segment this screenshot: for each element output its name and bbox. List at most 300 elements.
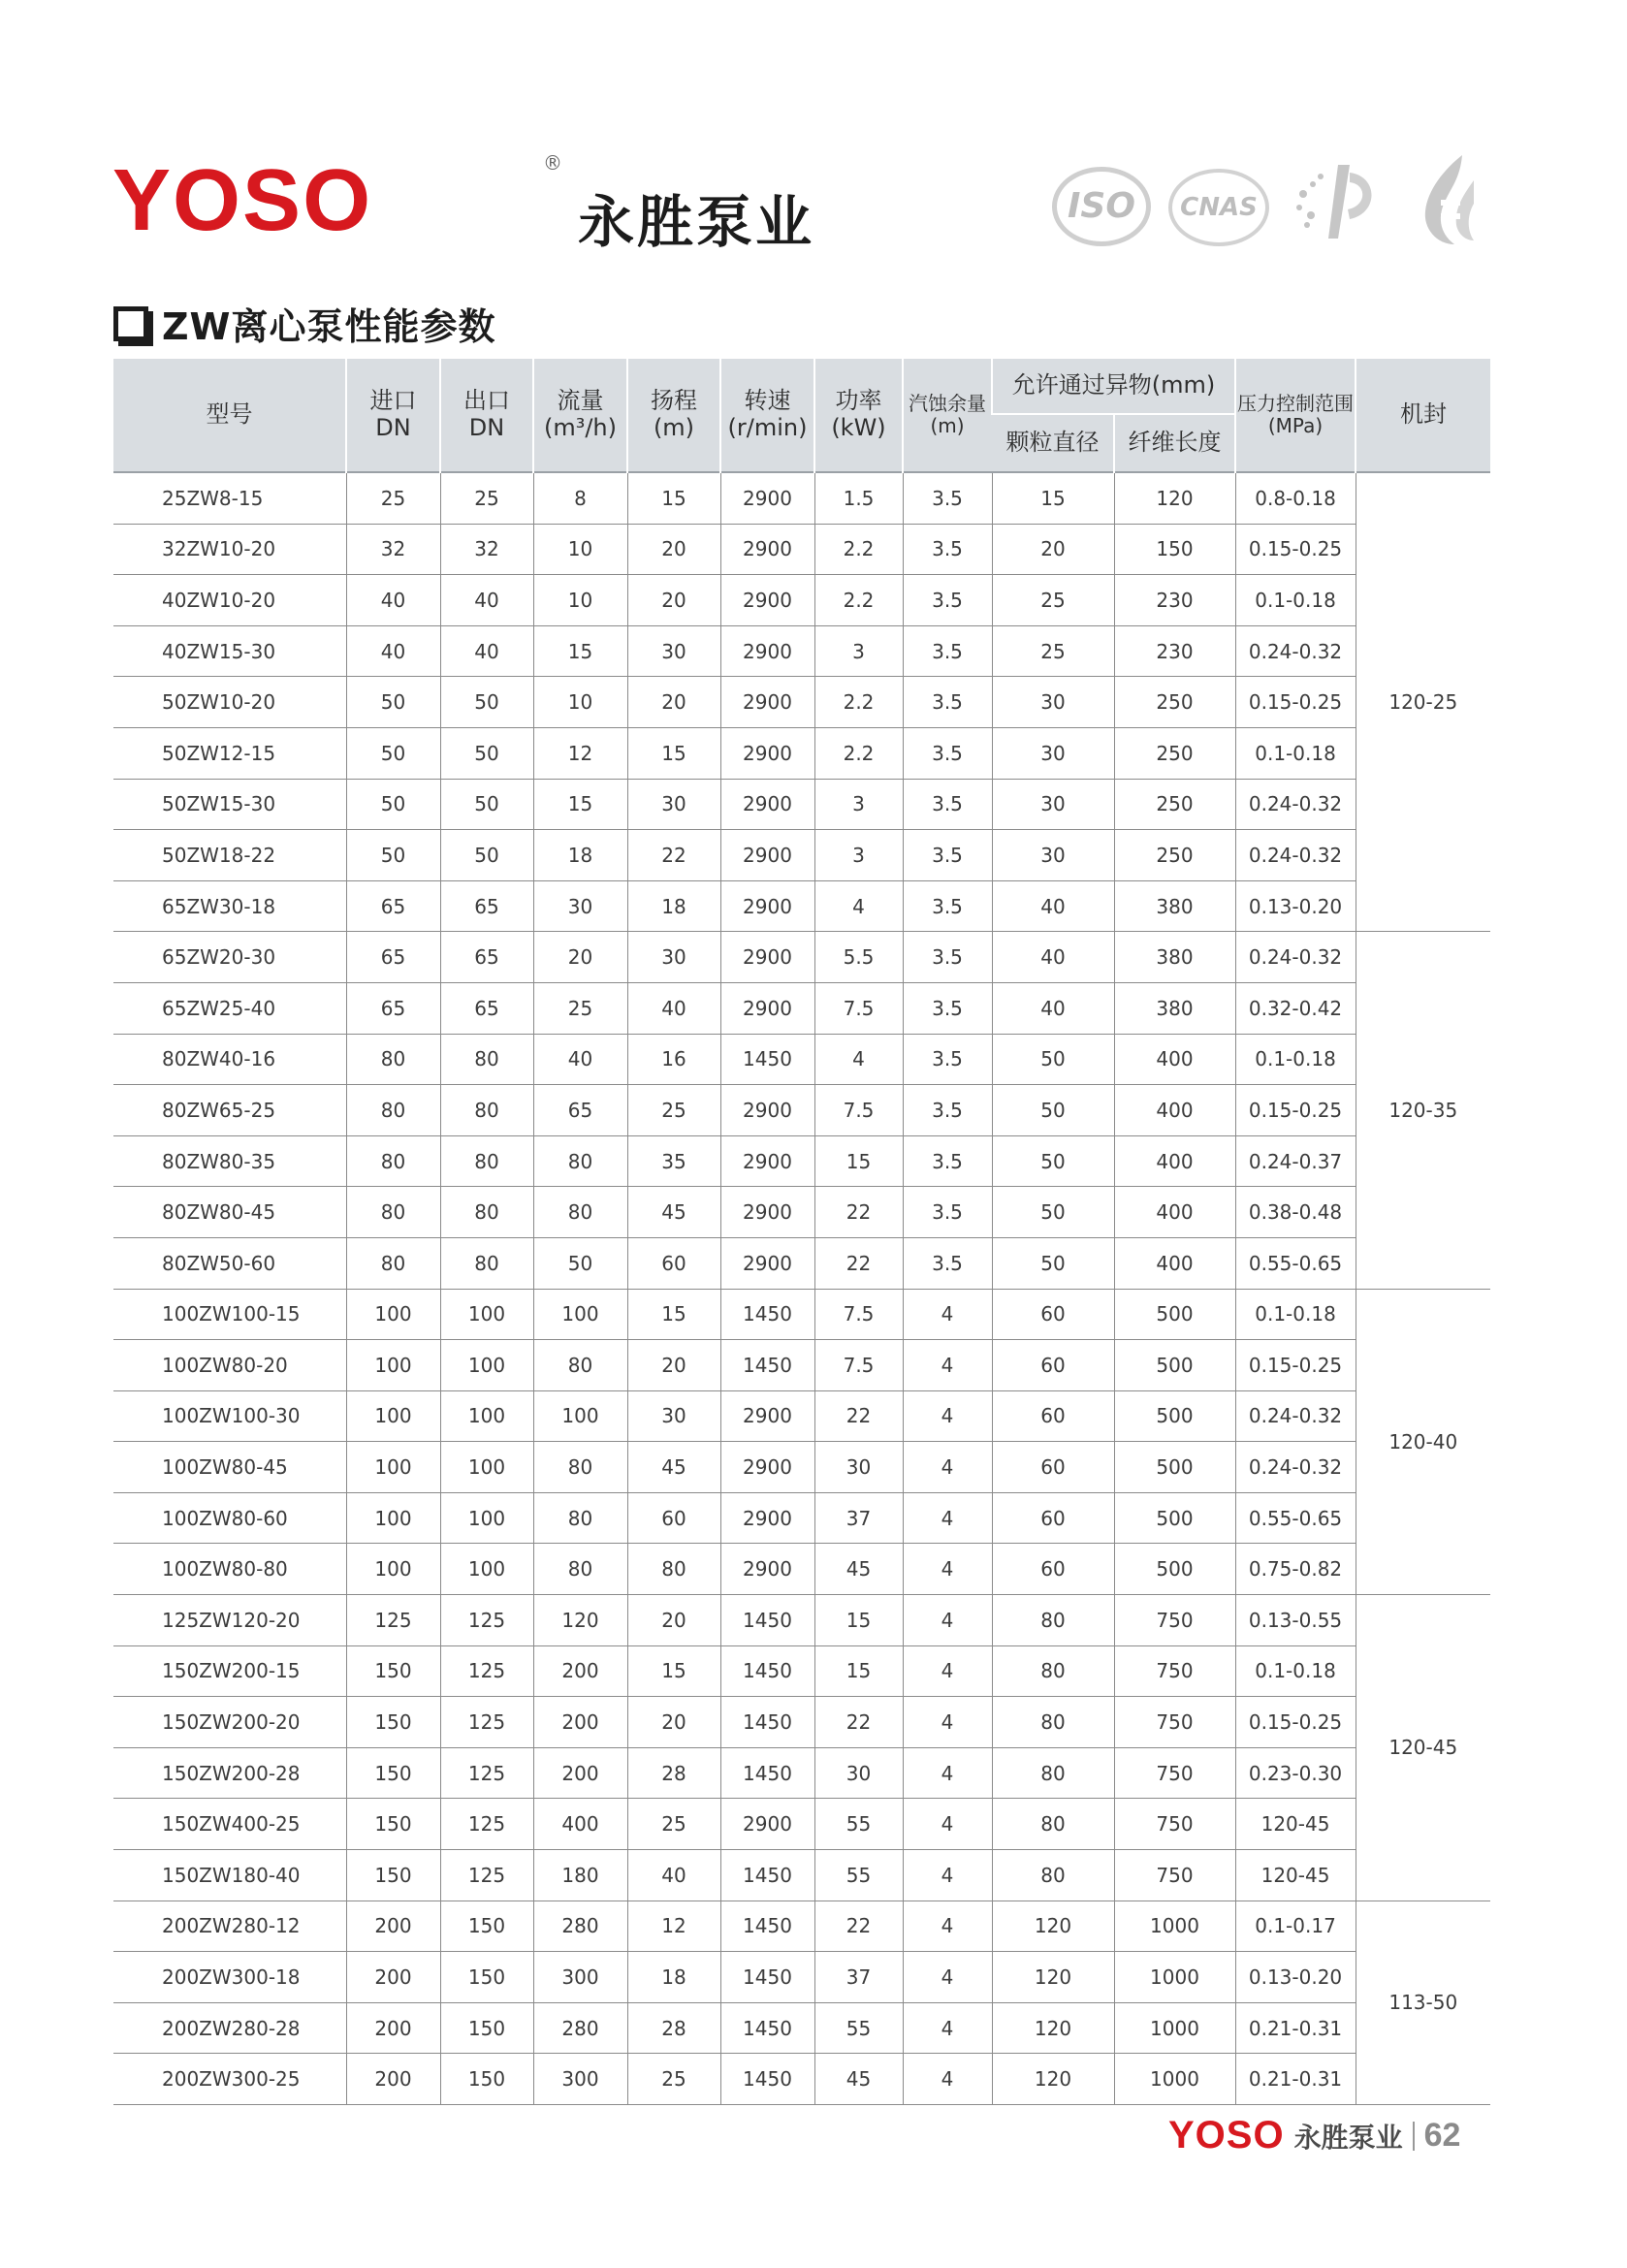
cell-speed: 2900 <box>720 677 814 728</box>
cell-outlet-dn: 40 <box>440 625 533 677</box>
cell-inlet-dn: 40 <box>346 625 440 677</box>
cell-pressure-range: 0.1-0.18 <box>1235 1645 1356 1697</box>
cell-head: 30 <box>627 625 720 677</box>
cell-npsh: 4 <box>903 2002 992 2054</box>
table-row <box>113 524 1490 575</box>
cell-model: 200ZW300-18 <box>113 1952 346 2003</box>
cell-inlet-dn: 80 <box>346 1237 440 1289</box>
cell-pressure-range: 0.15-0.25 <box>1235 524 1356 575</box>
table-row <box>113 1850 1490 1901</box>
cell-flow: 80 <box>533 1135 627 1187</box>
cell-inlet-dn: 200 <box>346 2054 440 2105</box>
cell-power: 22 <box>814 1237 903 1289</box>
cell-head: 15 <box>627 727 720 779</box>
cell-model: 80ZW50-60 <box>113 1237 346 1289</box>
cell-model: 100ZW80-20 <box>113 1340 346 1391</box>
table-row <box>113 932 1490 983</box>
cell-flow: 30 <box>533 880 627 932</box>
table-row <box>113 727 1490 779</box>
cell-pressure-range: 0.1-0.18 <box>1235 727 1356 779</box>
table-row <box>113 1697 1490 1748</box>
cell-inlet-dn: 200 <box>346 2002 440 2054</box>
cell-outlet-dn: 125 <box>440 1850 533 1901</box>
cell-inlet-dn: 65 <box>346 982 440 1034</box>
cell-flow: 8 <box>533 472 627 524</box>
cell-power: 45 <box>814 1544 903 1595</box>
cell-power: 55 <box>814 2002 903 2054</box>
cell-speed: 2900 <box>720 524 814 575</box>
table-row <box>113 830 1490 881</box>
cell-outlet-dn: 100 <box>440 1492 533 1544</box>
cell-speed: 2900 <box>720 1085 814 1136</box>
cell-model: 65ZW30-18 <box>113 880 346 932</box>
header-seal: 机封 <box>1356 359 1490 472</box>
header-flow-unit: (m³/h) <box>543 414 618 441</box>
cell-outlet-dn: 65 <box>440 932 533 983</box>
page-number: 62 <box>1423 2117 1461 2154</box>
cell-pressure-range: 0.1-0.18 <box>1235 1034 1356 1085</box>
cell-inlet-dn: 125 <box>346 1595 440 1646</box>
iso-logo: ISO <box>1052 167 1151 246</box>
cell-speed: 1450 <box>720 1747 814 1799</box>
cell-inlet-dn: 100 <box>346 1492 440 1544</box>
cell-inlet-dn: 100 <box>346 1442 440 1493</box>
cell-flow: 400 <box>533 1799 627 1850</box>
cell-npsh: 4 <box>903 1492 992 1544</box>
cell-power: 2.2 <box>814 524 903 575</box>
cell-flow: 80 <box>533 1187 627 1238</box>
cell-particle-diameter: 120 <box>992 1952 1114 2003</box>
table-row <box>113 880 1490 932</box>
cell-inlet-dn: 32 <box>346 524 440 575</box>
cell-npsh: 4 <box>903 1442 992 1493</box>
cell-particle-diameter: 120 <box>992 2002 1114 2054</box>
table-row <box>113 472 1490 524</box>
section-title <box>113 297 495 350</box>
cell-npsh: 4 <box>903 1544 992 1595</box>
cnas-logo: CNAS <box>1168 169 1269 246</box>
table-row <box>113 1390 1490 1442</box>
cell-fiber-length: 380 <box>1114 880 1235 932</box>
cell-fiber-length: 400 <box>1114 1237 1235 1289</box>
cell-npsh: 3.5 <box>903 1187 992 1238</box>
cell-outlet-dn: 32 <box>440 524 533 575</box>
cell-particle-diameter: 50 <box>992 1135 1114 1187</box>
pump-spec-table <box>113 359 1490 2105</box>
cell-speed: 2900 <box>720 1442 814 1493</box>
cell-flow: 300 <box>533 1952 627 2003</box>
header-speed-unit: (r/min) <box>727 414 808 441</box>
cell-particle-diameter: 50 <box>992 1187 1114 1238</box>
cell-npsh: 3.5 <box>903 880 992 932</box>
footer-brand-chinese: 永胜泵业 <box>1293 2121 1403 2154</box>
cell-power: 55 <box>814 1799 903 1850</box>
cell-particle-diameter: 80 <box>992 1697 1114 1748</box>
cell-npsh: 4 <box>903 1390 992 1442</box>
table-row <box>113 1595 1490 1646</box>
cell-speed: 1450 <box>720 2054 814 2105</box>
cell-seal: 120-40 <box>1356 1289 1490 1595</box>
cell-flow: 50 <box>533 1237 627 1289</box>
header-model: 型号 <box>113 359 346 472</box>
cell-speed: 2900 <box>720 1390 814 1442</box>
cell-fiber-length: 750 <box>1114 1645 1235 1697</box>
cell-head: 60 <box>627 1237 720 1289</box>
cell-particle-diameter: 40 <box>992 880 1114 932</box>
cell-fiber-length: 750 <box>1114 1799 1235 1850</box>
cell-pressure-range: 0.1-0.17 <box>1235 1901 1356 1952</box>
cell-outlet-dn: 50 <box>440 779 533 830</box>
cell-model: 40ZW15-30 <box>113 625 346 677</box>
cell-pressure-range: 0.75-0.82 <box>1235 1544 1356 1595</box>
cell-flow: 80 <box>533 1442 627 1493</box>
cell-power: 2.2 <box>814 727 903 779</box>
cell-inlet-dn: 150 <box>346 1747 440 1799</box>
cell-npsh: 3.5 <box>903 932 992 983</box>
cert-mark-4-icon <box>1416 151 1483 252</box>
cell-fiber-length: 250 <box>1114 779 1235 830</box>
cell-model: 25ZW8-15 <box>113 472 346 524</box>
cell-fiber-length: 230 <box>1114 575 1235 626</box>
cell-model: 200ZW280-28 <box>113 2002 346 2054</box>
cell-outlet-dn: 150 <box>440 1952 533 2003</box>
cell-seal: 120-35 <box>1356 932 1490 1289</box>
cell-head: 20 <box>627 1595 720 1646</box>
cell-speed: 2900 <box>720 472 814 524</box>
cell-npsh: 3.5 <box>903 1237 992 1289</box>
cell-npsh: 4 <box>903 1747 992 1799</box>
cell-npsh: 3.5 <box>903 982 992 1034</box>
cell-outlet-dn: 40 <box>440 575 533 626</box>
cell-outlet-dn: 100 <box>440 1289 533 1340</box>
table-row <box>113 1085 1490 1136</box>
cell-model: 40ZW10-20 <box>113 575 346 626</box>
cell-npsh: 4 <box>903 1952 992 2003</box>
cell-pressure-range: 0.1-0.18 <box>1235 575 1356 626</box>
cell-head: 18 <box>627 1952 720 2003</box>
header-head-unit: (m) <box>653 414 695 441</box>
cell-power: 30 <box>814 1442 903 1493</box>
cell-npsh: 4 <box>903 1595 992 1646</box>
cell-particle-diameter: 40 <box>992 982 1114 1034</box>
cell-fiber-length: 400 <box>1114 1135 1235 1187</box>
header-pressure <box>1235 359 1356 472</box>
cell-inlet-dn: 40 <box>346 575 440 626</box>
cell-pressure-range: 0.24-0.32 <box>1235 932 1356 983</box>
cell-inlet-dn: 80 <box>346 1085 440 1136</box>
table-body <box>113 472 1490 2105</box>
brand-wordmark: YOSO <box>112 152 373 249</box>
cell-model: 80ZW40-16 <box>113 1034 346 1085</box>
cell-inlet-dn: 80 <box>346 1135 440 1187</box>
section-title-text: ZW离心泵性能参数 <box>162 305 496 348</box>
cell-pressure-range: 0.21-0.31 <box>1235 2054 1356 2105</box>
header-outlet-unit: DN <box>468 414 505 441</box>
table-row <box>113 625 1490 677</box>
cell-inlet-dn: 150 <box>346 1697 440 1748</box>
header-power <box>814 359 903 472</box>
table-row <box>113 2002 1490 2054</box>
cell-fiber-length: 500 <box>1114 1442 1235 1493</box>
cell-pressure-range: 0.55-0.65 <box>1235 1492 1356 1544</box>
cell-flow: 65 <box>533 1085 627 1136</box>
cell-npsh: 3.5 <box>903 677 992 728</box>
cell-inlet-dn: 50 <box>346 727 440 779</box>
cell-model: 100ZW100-15 <box>113 1289 346 1340</box>
header-inlet <box>346 359 440 472</box>
cell-head: 28 <box>627 1747 720 1799</box>
cell-head: 20 <box>627 575 720 626</box>
cell-head: 40 <box>627 1850 720 1901</box>
cell-head: 15 <box>627 1645 720 1697</box>
cell-head: 28 <box>627 2002 720 2054</box>
cell-power: 3 <box>814 625 903 677</box>
cell-npsh: 3.5 <box>903 1034 992 1085</box>
cell-model: 50ZW15-30 <box>113 779 346 830</box>
cell-outlet-dn: 100 <box>440 1442 533 1493</box>
cell-flow: 25 <box>533 982 627 1034</box>
cell-model: 150ZW400-25 <box>113 1799 346 1850</box>
cell-speed: 1450 <box>720 1595 814 1646</box>
cell-inlet-dn: 80 <box>346 1034 440 1085</box>
brand-logo <box>112 151 815 255</box>
cell-fiber-length: 380 <box>1114 982 1235 1034</box>
cell-outlet-dn: 150 <box>440 1901 533 1952</box>
cell-model: 100ZW100-30 <box>113 1390 346 1442</box>
cell-pressure-range: 120-45 <box>1235 1850 1356 1901</box>
cell-speed: 2900 <box>720 830 814 881</box>
cell-model: 65ZW20-30 <box>113 932 346 983</box>
cell-particle-diameter: 60 <box>992 1492 1114 1544</box>
cell-flow: 300 <box>533 2054 627 2105</box>
cell-speed: 2900 <box>720 1187 814 1238</box>
cell-model: 150ZW200-15 <box>113 1645 346 1697</box>
cell-particle-diameter: 50 <box>992 1034 1114 1085</box>
header-flow-label: 流量 <box>557 387 604 415</box>
cell-outlet-dn: 125 <box>440 1747 533 1799</box>
cell-particle-diameter: 30 <box>992 727 1114 779</box>
cell-speed: 1450 <box>720 1952 814 2003</box>
cell-power: 7.5 <box>814 982 903 1034</box>
table-row <box>113 1237 1490 1289</box>
cell-npsh: 3.5 <box>903 575 992 626</box>
cell-outlet-dn: 50 <box>440 830 533 881</box>
table-row <box>113 677 1490 728</box>
cell-model: 50ZW18-22 <box>113 830 346 881</box>
cell-fiber-length: 380 <box>1114 932 1235 983</box>
header-power-unit: (kW) <box>831 414 886 441</box>
table-row <box>113 1799 1490 1850</box>
cell-fiber-length: 230 <box>1114 625 1235 677</box>
cell-flow: 10 <box>533 677 627 728</box>
cell-pressure-range: 0.23-0.30 <box>1235 1747 1356 1799</box>
cell-fiber-length: 1000 <box>1114 1952 1235 2003</box>
header-inlet-label: 进口 <box>369 387 417 415</box>
cell-flow: 40 <box>533 1034 627 1085</box>
cell-speed: 2900 <box>720 880 814 932</box>
cell-power: 15 <box>814 1645 903 1697</box>
cell-outlet-dn: 65 <box>440 982 533 1034</box>
cell-head: 25 <box>627 1085 720 1136</box>
cell-particle-diameter: 15 <box>992 472 1114 524</box>
cell-flow: 200 <box>533 1645 627 1697</box>
cell-fiber-length: 500 <box>1114 1390 1235 1442</box>
header-pressure-unit: (MPa) <box>1267 414 1324 437</box>
cell-particle-diameter: 60 <box>992 1340 1114 1391</box>
cell-inlet-dn: 50 <box>346 830 440 881</box>
cell-npsh: 4 <box>903 1697 992 1748</box>
header-speed <box>720 359 814 472</box>
cell-fiber-length: 500 <box>1114 1289 1235 1340</box>
cell-outlet-dn: 80 <box>440 1187 533 1238</box>
cell-pressure-range: 0.38-0.48 <box>1235 1187 1356 1238</box>
cell-speed: 2900 <box>720 932 814 983</box>
header-fiber: 纤维长度 <box>1114 414 1235 472</box>
cell-power: 2.2 <box>814 575 903 626</box>
cell-particle-diameter: 30 <box>992 677 1114 728</box>
cell-head: 20 <box>627 524 720 575</box>
cell-head: 22 <box>627 830 720 881</box>
cell-power: 2.2 <box>814 677 903 728</box>
cell-npsh: 4 <box>903 1901 992 1952</box>
cell-head: 40 <box>627 982 720 1034</box>
table-row <box>113 1340 1490 1391</box>
cell-inlet-dn: 100 <box>346 1390 440 1442</box>
cell-model: 200ZW280-12 <box>113 1901 346 1952</box>
cell-power: 1.5 <box>814 472 903 524</box>
cell-pressure-range: 0.24-0.32 <box>1235 625 1356 677</box>
cell-particle-diameter: 80 <box>992 1595 1114 1646</box>
cell-speed: 2900 <box>720 1237 814 1289</box>
cell-head: 25 <box>627 1799 720 1850</box>
cell-flow: 10 <box>533 524 627 575</box>
table-row <box>113 779 1490 830</box>
cell-fiber-length: 400 <box>1114 1085 1235 1136</box>
cell-particle-diameter: 50 <box>992 1237 1114 1289</box>
cell-outlet-dn: 125 <box>440 1697 533 1748</box>
cell-outlet-dn: 100 <box>440 1544 533 1595</box>
cell-flow: 20 <box>533 932 627 983</box>
cell-npsh: 3.5 <box>903 625 992 677</box>
cell-particle-diameter: 60 <box>992 1544 1114 1595</box>
cell-head: 45 <box>627 1442 720 1493</box>
cell-model: 125ZW120-20 <box>113 1595 346 1646</box>
cell-head: 45 <box>627 1187 720 1238</box>
header-head-label: 扬程 <box>651 387 697 415</box>
cell-model: 100ZW80-45 <box>113 1442 346 1493</box>
header-particle: 颗粒直径 <box>992 414 1114 472</box>
cell-power: 22 <box>814 1390 903 1442</box>
cell-outlet-dn: 50 <box>440 677 533 728</box>
cell-flow: 12 <box>533 727 627 779</box>
header-pressure-label: 压力控制范围 <box>1237 392 1355 415</box>
cell-pressure-range: 0.8-0.18 <box>1235 472 1356 524</box>
cell-particle-diameter: 60 <box>992 1442 1114 1493</box>
cell-power: 7.5 <box>814 1340 903 1391</box>
cell-outlet-dn: 100 <box>440 1340 533 1391</box>
cell-flow: 120 <box>533 1595 627 1646</box>
cell-outlet-dn: 125 <box>440 1799 533 1850</box>
table-row <box>113 2054 1490 2105</box>
footer-divider <box>1413 2122 1415 2151</box>
cell-inlet-dn: 80 <box>346 1187 440 1238</box>
footer <box>1168 2114 1460 2157</box>
cell-flow: 280 <box>533 1901 627 1952</box>
cell-head: 30 <box>627 779 720 830</box>
cell-power: 55 <box>814 1850 903 1901</box>
cell-fiber-length: 750 <box>1114 1595 1235 1646</box>
cell-power: 37 <box>814 1492 903 1544</box>
cell-outlet-dn: 125 <box>440 1645 533 1697</box>
cell-particle-diameter: 25 <box>992 575 1114 626</box>
cell-npsh: 4 <box>903 1289 992 1340</box>
cell-seal: 113-50 <box>1356 1901 1490 2104</box>
cell-head: 12 <box>627 1901 720 1952</box>
cell-pressure-range: 0.13-0.20 <box>1235 880 1356 932</box>
cell-head: 80 <box>627 1544 720 1595</box>
cell-pressure-range: 0.24-0.32 <box>1235 830 1356 881</box>
header-outlet-label: 出口 <box>463 387 510 415</box>
cell-speed: 1450 <box>720 1034 814 1085</box>
cell-npsh: 4 <box>903 1340 992 1391</box>
cell-flow: 200 <box>533 1747 627 1799</box>
cell-outlet-dn: 80 <box>440 1135 533 1187</box>
cell-particle-diameter: 50 <box>992 1085 1114 1136</box>
cell-particle-diameter: 80 <box>992 1799 1114 1850</box>
cell-head: 35 <box>627 1135 720 1187</box>
registered-mark: ® <box>543 151 562 175</box>
cell-model: 80ZW80-35 <box>113 1135 346 1187</box>
cell-speed: 2900 <box>720 1135 814 1187</box>
cell-model: 150ZW200-20 <box>113 1697 346 1748</box>
cell-model: 50ZW10-20 <box>113 677 346 728</box>
cell-power: 7.5 <box>814 1085 903 1136</box>
cell-fiber-length: 150 <box>1114 524 1235 575</box>
cell-particle-diameter: 40 <box>992 932 1114 983</box>
cell-fiber-length: 250 <box>1114 830 1235 881</box>
cell-model: 32ZW10-20 <box>113 524 346 575</box>
cell-inlet-dn: 150 <box>346 1799 440 1850</box>
cell-pressure-range: 0.15-0.25 <box>1235 1085 1356 1136</box>
cell-flow: 80 <box>533 1492 627 1544</box>
cell-npsh: 4 <box>903 1645 992 1697</box>
cell-model: 200ZW300-25 <box>113 2054 346 2105</box>
cell-particle-diameter: 60 <box>992 1390 1114 1442</box>
cell-flow: 10 <box>533 575 627 626</box>
cell-inlet-dn: 65 <box>346 880 440 932</box>
cell-outlet-dn: 65 <box>440 880 533 932</box>
cell-npsh: 3.5 <box>903 472 992 524</box>
cell-fiber-length: 1000 <box>1114 2054 1235 2105</box>
cell-speed: 1450 <box>720 1289 814 1340</box>
table-row <box>113 1544 1490 1595</box>
header-npsh-unit: (m) <box>930 414 965 437</box>
cell-pressure-range: 0.24-0.37 <box>1235 1135 1356 1187</box>
cell-fiber-length: 750 <box>1114 1850 1235 1901</box>
cell-model: 50ZW12-15 <box>113 727 346 779</box>
cell-power: 22 <box>814 1901 903 1952</box>
cell-fiber-length: 500 <box>1114 1340 1235 1391</box>
cell-particle-diameter: 120 <box>992 1901 1114 1952</box>
cell-model: 65ZW25-40 <box>113 982 346 1034</box>
footer-brand: YOSO <box>1168 2114 1285 2156</box>
cell-speed: 1450 <box>720 1901 814 1952</box>
header-solids-group: 允许通过异物(mm) <box>992 359 1235 414</box>
cell-fiber-length: 750 <box>1114 1747 1235 1799</box>
table-row <box>113 1135 1490 1187</box>
header-inlet-unit: DN <box>375 414 411 441</box>
cell-speed: 2900 <box>720 727 814 779</box>
